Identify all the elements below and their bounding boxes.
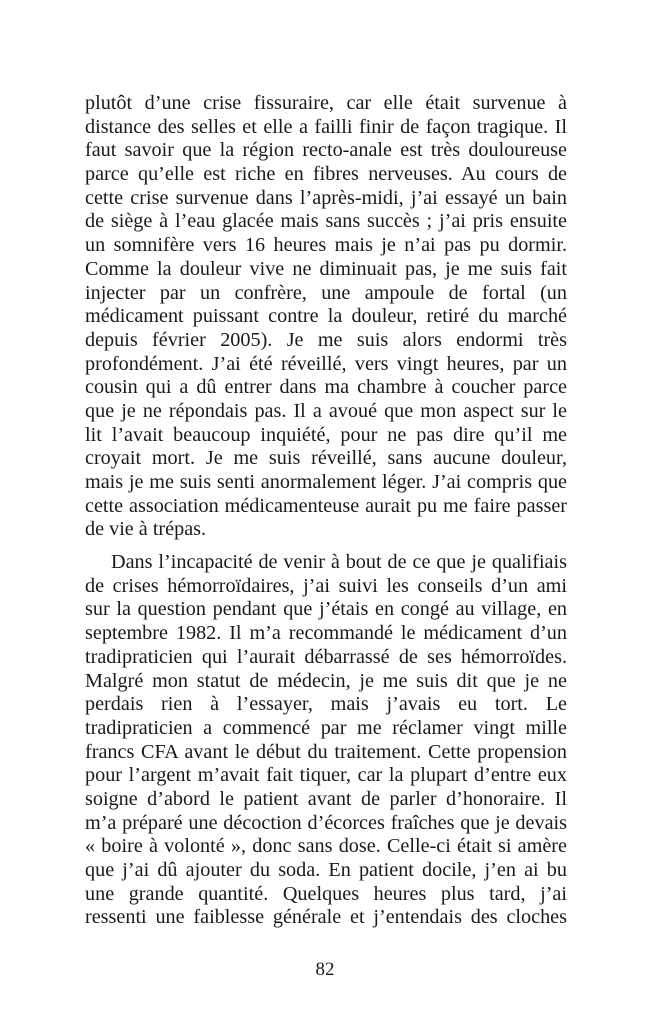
text-line: croyait mort. Je me suis réveillé, sans aucune douleur,	[85, 447, 567, 470]
page-body	[85, 92, 567, 930]
text-line: parce qu’elle est riche en fibres nerveuses. Au cours de	[85, 163, 567, 186]
text-line: médicament puissant contre la douleur, retiré du marché	[85, 305, 567, 328]
text-line: faut savoir que la région recto-anale est très douloureuse	[85, 139, 567, 162]
text-line: tradipraticien qui l’aurait débarrassé de ses hémorroïdes.	[85, 645, 567, 668]
text-line: profondément. J’ai été réveillé, vers vingt heures, par un	[85, 352, 567, 375]
text-line: que j’ai dû ajouter du soda. En patient docile, j’en ai bu	[85, 859, 567, 881]
text-line: injecter par un confrère, une ampoule de fortal (un	[85, 281, 567, 304]
text-line: une grande quantité. Quelques heures plus tard, j’ai	[85, 882, 567, 905]
text-line: pour l’argent m’avait fait tiquer, car la plupart d’entre eux	[85, 764, 567, 787]
text-line: de vie à trépas.	[85, 518, 207, 541]
text-line: lit l’avait beaucoup inquiété, pour ne pas dire qu’il me	[85, 423, 567, 446]
paragraph-2	[85, 551, 567, 930]
text-line: sur la question pendant que j’étais en congé au village, en	[85, 598, 567, 621]
text-line: « boire à volonté », donc sans dose. Celle-ci était si amère	[85, 835, 567, 858]
text-line: tradipraticien a commencé par me réclamer vingt mille	[85, 716, 567, 739]
page-number: 82	[315, 959, 335, 980]
text-line: Dans l’incapacité de venir à bout de ce que je qualifiais	[111, 551, 567, 574]
text-line: perdais rien à l’essayer, mais j’avais eu tort. Le	[85, 693, 567, 716]
text-line: que je ne répondais pas. Il a avoué que mon aspect sur le	[85, 399, 567, 422]
text-line: soigne d’abord le patient avant de parler d’honoraire. Il	[85, 787, 567, 810]
text-line: cette association médicamenteuse aurait pu me faire passer	[85, 494, 567, 517]
text-line: septembre 1982. Il m’a recommandé le médicament d’un	[85, 622, 567, 645]
text-line: plutôt d’une crise fissuraire, car elle était survenue à	[85, 92, 567, 114]
text-line: mais je me suis senti anormalement léger. J’ai compris que	[85, 471, 567, 493]
text-line: m’a préparé une décoction d’écorces fraîches que je devais	[85, 811, 567, 834]
text-line: de crises hémorroïdaires, j’ai suivi les conseils d’un ami	[85, 574, 567, 597]
text-line: Comme la douleur vive ne diminuait pas, je me suis fait	[85, 257, 567, 280]
text-line: Malgré mon statut de médecin, je me suis dit que je ne	[85, 669, 567, 692]
text-line: cousin qui a dû entrer dans ma chambre à coucher parce	[85, 376, 567, 399]
text-line: francs CFA avant le début du traitement. Cette propension	[85, 740, 567, 763]
paragraph-1	[85, 92, 567, 542]
text-line: de siège à l’eau glacée mais sans succès ; j’ai pris ensuite	[85, 210, 567, 233]
text-line: cette crise survenue dans l’après-midi, j’ai essayé un bain	[85, 186, 567, 209]
text-line: un somnifère vers 16 heures mais je n’ai pas pu dormir.	[85, 234, 567, 257]
text-line: ressenti une faiblesse générale et j’entendais des cloches	[85, 906, 567, 929]
text-line: distance des selles et elle a failli finir de façon tragique. Il	[85, 115, 567, 138]
text-line: depuis février 2005). Je me suis alors endormi très	[85, 328, 567, 351]
